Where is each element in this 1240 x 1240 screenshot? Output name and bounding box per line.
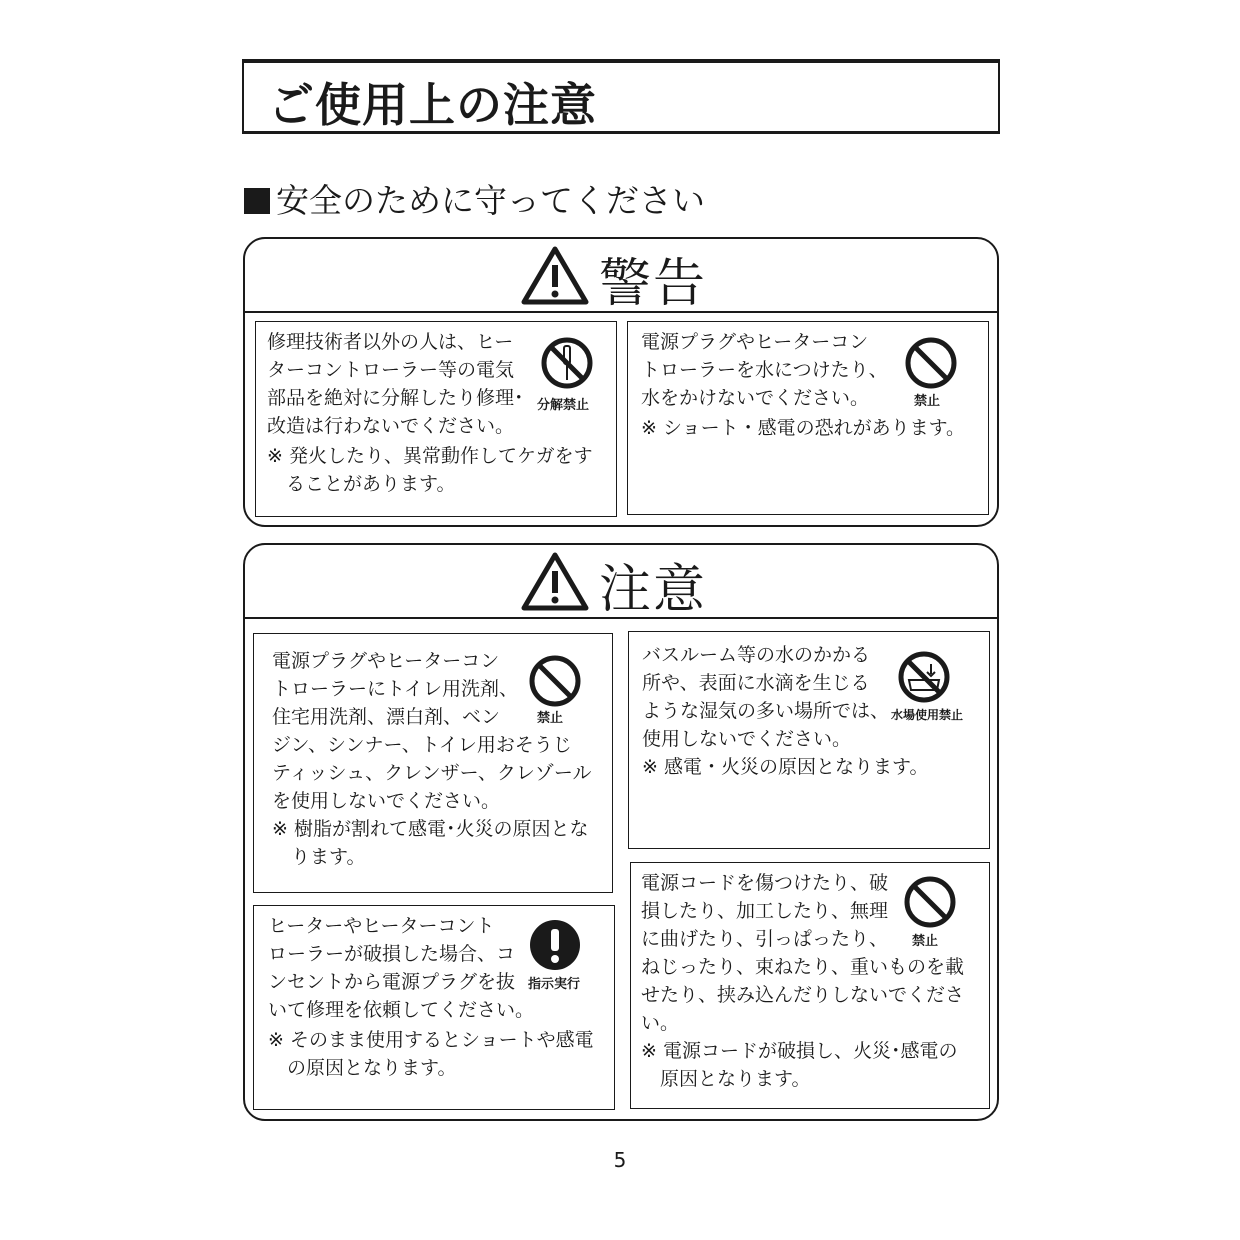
caution-item-text: ヒーターやヒーターコント ローラーが破損した場合、コ ンセントから電源プラグを抜 いて修理を依頼してください。 — [268, 915, 535, 1021]
warning-item-disassembly — [255, 321, 617, 517]
mandatory-action-icon — [528, 918, 582, 972]
caution-item-chemicals — [253, 633, 613, 893]
caution-header — [245, 545, 997, 619]
symbol-label: 禁止 — [914, 394, 941, 409]
warning-triangle-icon — [520, 245, 590, 305]
no-wet-location-icon — [897, 650, 951, 704]
caution-item-note: ※ そのまま使用するとショートや感電 の原因となります。 — [268, 1029, 594, 1079]
caution-item-note: ※ 感電・火災の原因となります。 — [642, 756, 929, 778]
caution-item-note: ※ 樹脂が割れて感電･火災の原因とな ります。 — [272, 818, 589, 868]
caution-triangle-icon — [520, 551, 590, 611]
page-title: ご使用上の注意 — [268, 78, 597, 132]
caution-panel — [243, 543, 999, 1121]
caution-item-cord — [630, 862, 990, 1109]
caution-title: 注意 — [599, 560, 708, 620]
symbol-label: 分解禁止 — [537, 398, 590, 413]
warning-item-water — [627, 321, 989, 515]
prohibited-icon — [904, 336, 958, 390]
no-disassembly-icon — [540, 336, 594, 390]
symbol-label: 指示実行 — [528, 977, 581, 992]
caution-item-note: ※ 電源コードが破損し、火災･感電の 原因となります。 — [641, 1040, 958, 1090]
warning-item-text: 修理技術者以外の人は、ヒー ターコントローラー等の電気 部品を絶対に分解したり修理･ 改造は行わないでください。 — [267, 331, 524, 437]
warning-item-note: ※ 発火したり、異常動作してケガをす ることがあります。 — [267, 445, 593, 495]
caution-item-text: バスルーム等の水のかかる 所や、表面に水滴を生じる ような湿気の多い場所では、 使用しないでください。 — [642, 644, 890, 750]
symbol-label: 禁止 — [537, 711, 564, 726]
square-bullet-icon — [244, 188, 270, 214]
caution-item-damaged — [253, 905, 615, 1110]
page-number: 5 — [613, 1148, 627, 1172]
symbol-label: 禁止 — [912, 934, 939, 949]
caution-item-text: 電源コードを傷つけたり、破 損したり、加工したり、無理 に曲げたり、引っぱったり、 ねじったり、束ねたり、重いものを載 せたり、挟み込んだりしないでくださ い。 — [641, 872, 965, 1034]
prohibited-icon — [528, 654, 582, 708]
section-heading — [244, 175, 705, 222]
caution-item-bathroom — [628, 631, 990, 849]
page-title-box — [242, 59, 1000, 134]
warning-item-text: 電源プラグやヒーターコン トローラーを水につけたり、 水をかけないでください。 — [641, 331, 888, 409]
caution-item-text: 電源プラグやヒーターコン トローラーにトイレ用洗剤、 住宅用洗剤、漂白剤、ベン ジン、シンナー、トイレ用おそうじ ティッシュ、クレンザー、クレゾール を使用しないでください。 — [272, 650, 592, 812]
warning-header — [245, 239, 997, 313]
warning-title: 警告 — [599, 254, 708, 314]
prohibited-icon — [903, 875, 957, 929]
warning-panel — [243, 237, 999, 527]
section-heading-text: 安全のために守ってください — [276, 181, 705, 220]
warning-item-note: ※ ショート・感電の恐れがあります。 — [641, 417, 966, 439]
symbol-label: 水場使用禁止 — [891, 708, 964, 722]
